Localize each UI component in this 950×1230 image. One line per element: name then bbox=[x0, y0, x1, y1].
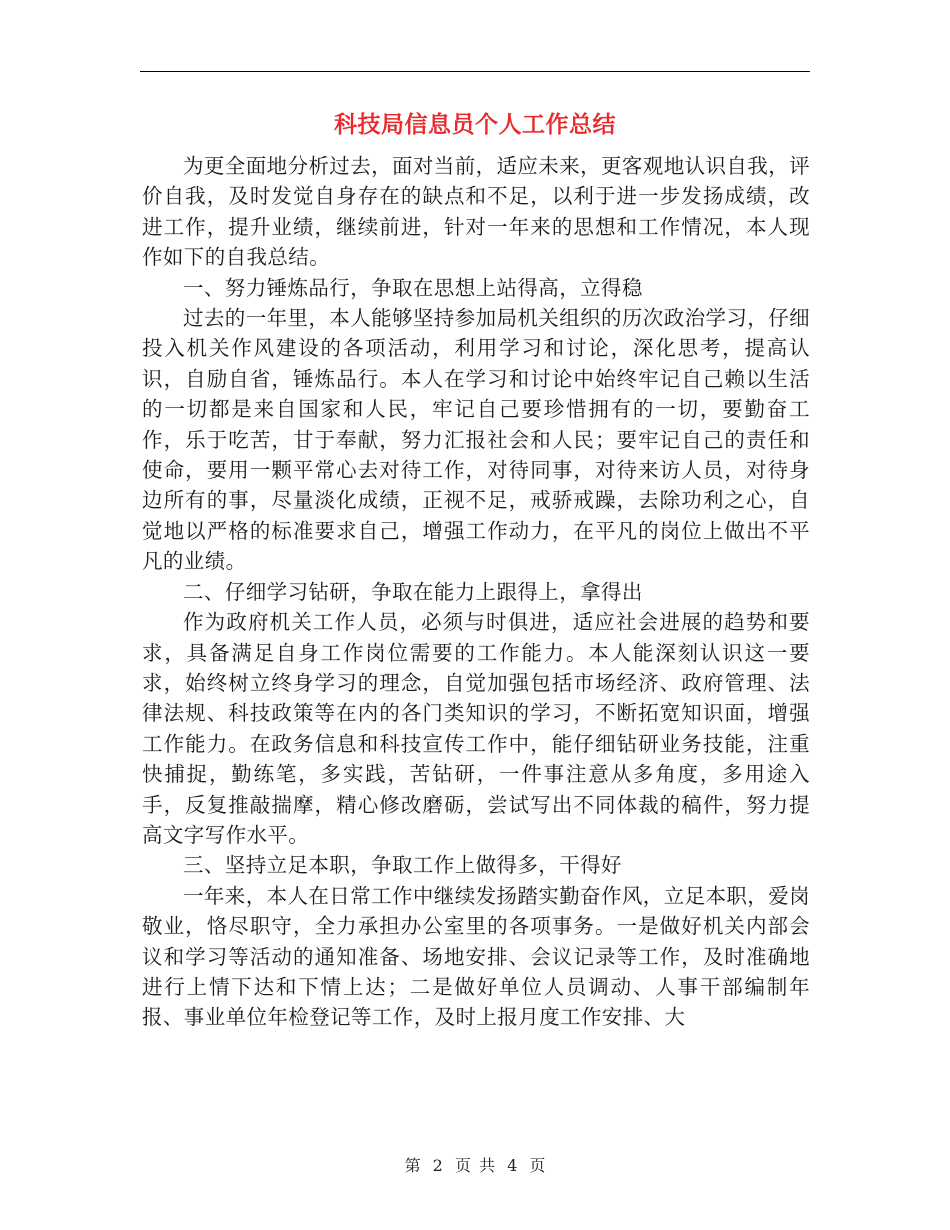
footer-total-pages: 4 bbox=[507, 1156, 518, 1175]
section-heading-3: 三、坚持立足本职，争取工作上做得多，干得好 bbox=[183, 853, 622, 878]
footer-middle: 页 共 bbox=[454, 1156, 496, 1175]
paragraph-section-2: 作为政府机关工作人员，必须与时俱进，适应社会进展的趋势和要求，具备满足自身工作岗位需要的工作能力。本人能深刻认识这一要求，始终树立终身学习的理念，自觉加强包括市场经济、政府管理、法律法规、科技政策等在内的各门类知识的学习，不断拓宽知识面，增强工作能力。在政务信息和科技宣传工作中，能仔细钻研业务技能，注重快捕捉，勤练笔，多实践，苦钻研，一件事注意从多角度，多用途入手，反复推敲揣摩，精心修改磨砺，尝试写出不同体裁的稿件，努力提高文字写作水平。 bbox=[142, 610, 810, 847]
footer-prefix: 第 bbox=[404, 1156, 421, 1175]
paragraph-section-1: 过去的一年里，本人能够坚持参加局机关组织的历次政治学习，仔细投入机关作风建设的各项活动，利用学习和讨论，深化思考，提高认识，自励自省，锤炼品行。本人在学习和讨论中始终牢记自己赖以生活的一切都是来自国家和人民，牢记自己要珍惜拥有的一切，要勤奋工作，乐于吃苦，甘于奉献，努力汇报社会和人民；要牢记自己的责任和使命，要用一颗平常心去对待工作，对待同事，对待来访人员，对待身边所有的事，尽量淡化成绩，正视不足，戒骄戒躁，去除功利之心，自觉地以严格的标准要求自己，增强工作动力，在平凡的岗位上做出不平凡的业绩。 bbox=[142, 306, 810, 574]
section-heading-1: 一、努力锤炼品行，争取在思想上站得高，立得稳 bbox=[183, 275, 643, 300]
section-heading-2: 二、仔细学习钻研，争取在能力上跟得上，拿得出 bbox=[183, 579, 643, 604]
document-body bbox=[142, 151, 810, 1033]
footer-current-page: 2 bbox=[432, 1156, 443, 1175]
paragraph-section-3: 一年来，本人在日常工作中继续发扬踏实勤奋作风，立足本职，爱岗敬业，恪尽职守，全力承担办公室里的各项事务。一是做好机关内部会议和学习等活动的通知准备、场地安排、会议记录等工作，及时准确地进行上情下达和下情上达；二是做好单位人员调动、人事干部编制年报、事业单位年检登记等工作，及时上报月度工作安排、大 bbox=[142, 883, 810, 1030]
page-footer bbox=[0, 1155, 950, 1177]
header-rule bbox=[140, 71, 810, 72]
footer-suffix: 页 bbox=[529, 1156, 546, 1175]
paragraph-intro: 为更全面地分析过去，面对当前，适应未来，更客观地认识自我，评价自我，及时发觉自身存在的缺点和不足，以利于进一步发扬成绩，改进工作，提升业绩，继续前进，针对一年来的思想和工作情况，本人现作如下的自我总结。 bbox=[142, 154, 810, 270]
document-title: 科技局信息员个人工作总结 bbox=[334, 111, 616, 138]
